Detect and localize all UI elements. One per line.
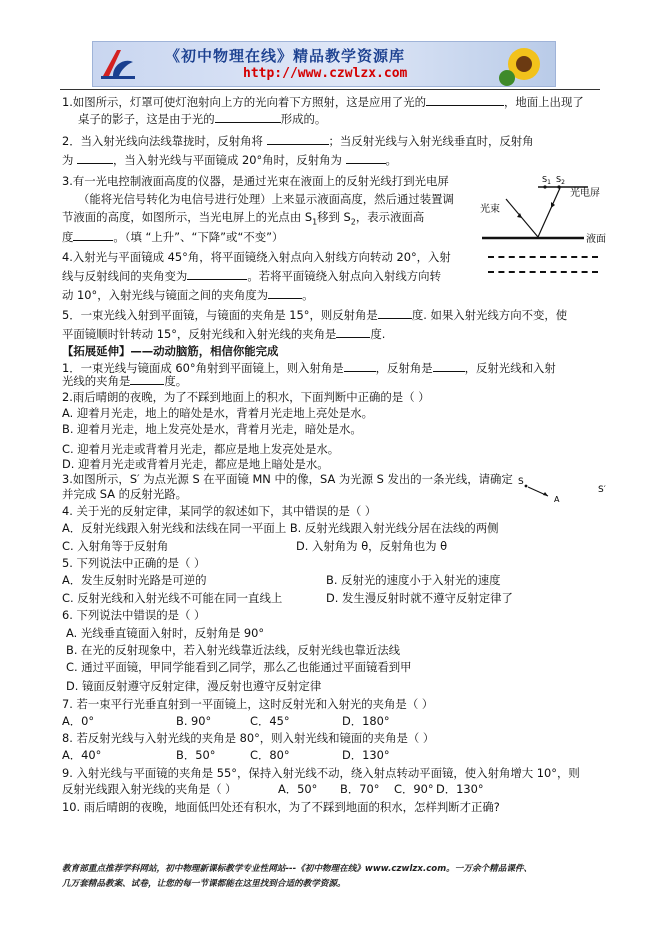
ext9-opt-a: A．50° — [278, 782, 318, 796]
ext9-opt-b: B．70° — [340, 782, 380, 796]
ext8-stem: 8. 若反射光线与入射光线的夹角是 80°，则入射光线和镜面的夹角是（ ） — [62, 731, 435, 745]
ext8-opt-c: C．80° — [250, 748, 290, 762]
ext6-opt-c: C. 通过平面镜，甲同学能看到乙同学，那么乙也能通过平面镜看到甲 — [66, 660, 412, 674]
ext9-opt-c: C．90° — [394, 782, 434, 796]
footer-line-2: 几万套精品教案、试卷，让您的每一节课都能在这里找到合适的教学资源。 — [62, 879, 346, 889]
ext2-stem: 2.雨后晴朗的夜晚，为了不踩到地面上的积水，下面判断中正确的是（ ） — [62, 390, 430, 404]
a-label: A — [554, 495, 560, 504]
beam-label: 光束 — [480, 204, 500, 215]
ext5-opt-d: D. 发生漫反射时就不遵守反射定律了 — [326, 591, 513, 605]
ext7-stem: 7. 若一束平行光垂直射到一平面镜上，这时反射光和入射光的夹角是（ ） — [62, 697, 434, 711]
ext5-opt-c: C. 反射光线和入射光线不可能在同一直线上 — [62, 591, 283, 605]
screen-label: 光电屏 — [570, 188, 600, 199]
header-banner — [92, 41, 556, 87]
level-dash-1 — [488, 256, 598, 258]
ext2-opt-b: B. 迎着月光走，地上发亮处是水，背着月光走，暗处是水。 — [62, 422, 362, 436]
ext3-line1: 3.如图所示，S′ 为点光源 S 在平面镜 MN 中的像，SA 为光源 S 发出的一条光线，请确定 — [62, 472, 513, 486]
footer-line-1: 教育部重点推荐学科网站，初中物理新课标教学专业性网站---《初中物理在线》www.czwlzx.com。一万余个精品课件、 — [62, 864, 533, 874]
ext2-opt-a: A. 迎着月光走，地上的暗处是水，背着月光走地上亮处是水。 — [62, 406, 373, 420]
ext3-line2: 并完成 SA 的反射光路。 — [62, 487, 187, 501]
ext6-opt-b: B. 在光的反射现象中，若入射光线靠近法线，反射光线也靠近法线 — [66, 643, 400, 657]
ext9-opt-d: D．130° — [436, 782, 484, 796]
ext8-opt-a: A．40° — [62, 748, 102, 762]
level-dash-2 — [488, 271, 598, 273]
q1-line1: 1.如图所示，灯罩可使灯泡射向上方的光向着下方照射，这是应用了光的 ，地面上出现了 — [62, 95, 584, 109]
q5-line1: 5．一束光线入射到平面镜，与镜面的夹角是 15°，则反射角是 度. 如果入射光线方向不变，使 — [62, 308, 568, 322]
s-label: S — [518, 477, 524, 487]
ext1-line1: 1．一束光线与镜面成 60°角射到平面镜上，则入射角是 ，反射角是 ，反射光线和入射 — [62, 361, 556, 375]
ext7-opt-c: C．45° — [250, 714, 290, 728]
q2-line1: 2．当入射光线向法线靠拢时，反射角将 ；当反射光线与入射光线垂直时，反射角 — [62, 134, 534, 148]
ext5-stem: 5. 下列说法中正确的是（ ） — [62, 556, 206, 570]
ext7-opt-b: B. 90° — [176, 714, 212, 728]
ext9-line2: 反射光线跟入射光线的夹角是（ ） — [62, 782, 237, 796]
ext5-opt-b: B. 反射光的速度小于入射光的速度 — [326, 573, 501, 587]
ext6-opt-a: A. 光线垂直镜面入射时，反射角是 90° — [66, 626, 265, 640]
q4-line3: 动 10°，入射光线与镜面之间的夹角度为 。 — [62, 288, 314, 302]
header-divider — [60, 89, 600, 90]
ext4-opt-c: C. 入射角等于反射角 — [62, 539, 169, 553]
q3-line1: 3.有一光电控制液面高度的仪器，是通过光束在液面上的反射光线打到光电屏 — [62, 174, 449, 188]
ext6-opt-d: D. 镜面反射遵守反射定律，漫反射也遵守反射定律 — [66, 679, 322, 693]
sprime-label: S′ — [598, 485, 606, 495]
banner-url[interactable]: http://www.czwlzx.com — [243, 66, 408, 81]
ext7-opt-d: D．180° — [342, 714, 390, 728]
ext9-line1: 9. 入射光线与平面镜的夹角是 55°，保持入射光线不动，绕入射点转动平面镜，使入射角增大 10°，则 — [62, 766, 580, 780]
ext8-opt-d: D．130° — [342, 748, 390, 762]
ext4-stem: 4. 关于光的反射定律，某同学的叙述如下，其中错误的是（ ） — [62, 504, 377, 518]
ext2-opt-d: D. 迎着月光走或背着月光走，都应是地上暗处是水。 — [62, 457, 329, 471]
ext2-opt-c: C. 迎着月光走或背着月光走，都应是地上发亮处是水。 — [62, 442, 340, 456]
ext4-opt-ab: A．反射光线跟入射光线和法线在同一平面上 B. 反射光线跟入射光线分居在法线的两侧 — [62, 521, 499, 535]
ext10-stem: 10. 雨后晴朗的夜晚，地面低凹处还有积水，为了不踩到地面的积水，怎样判断才正确? — [62, 800, 500, 814]
q5-line2: 平面镜顺时针转动 15°，反射光线和入射光线的夹角是 度. — [62, 327, 386, 341]
q4-line1: 4.入射光与平面镜成 45°角，将平面镜绕入射点向入射线方向转动 20°，入射 — [62, 250, 451, 264]
reflected-ray — [538, 188, 560, 237]
page-footer — [62, 862, 622, 892]
banner-title: 《初中物理在线》精品教学资源库 — [165, 47, 406, 65]
liquid-level-diagram — [478, 174, 606, 284]
mirror-figure — [518, 470, 618, 506]
ext6-stem: 6. 下列说法中错误的是（ ） — [62, 608, 206, 622]
extension-heading: 【拓展延伸】——动动脑筋，相信你能完成 — [62, 344, 279, 358]
q1-line2: 桌子的影子，这是由于光的 形成的。 — [78, 112, 327, 126]
s2-label: $S_2$ — [556, 175, 565, 186]
ext8-opt-b: B．50° — [176, 748, 216, 762]
q3-line2: （能将光信号转化为电信号进行处理）上来显示液面高度，然后通过装置调 — [78, 192, 454, 206]
site-logo-icon — [99, 46, 137, 82]
q2-line2: 为 ，当入射光线与平面镜成 20°角时，反射角为 。 — [62, 153, 397, 167]
q4-line2: 线与反射线间的夹角变为 。若将平面镜绕入射点向入射线方向转 — [62, 269, 441, 283]
liquid-label: 液面 — [586, 234, 606, 245]
q3-line3: 节液面的高度，如图所示，当光电屏上的光点由 $S_1$移到 $S_2$，表示液面高 — [62, 210, 425, 227]
ext1-line2: 光线的夹角是 度。 — [62, 374, 188, 388]
sunflower-icon — [499, 44, 549, 84]
q3-line4: 度 。（填 “上升”、“下降”或“不变”） — [62, 230, 284, 244]
ext5-opt-a: A．发生反射时光路是可逆的 — [62, 573, 207, 587]
ext4-opt-d: D. 入射角为 θ，反射角也为 θ — [296, 539, 448, 553]
s1-label: $S_1$ — [542, 175, 551, 186]
ext7-opt-a: A．0° — [62, 714, 95, 728]
